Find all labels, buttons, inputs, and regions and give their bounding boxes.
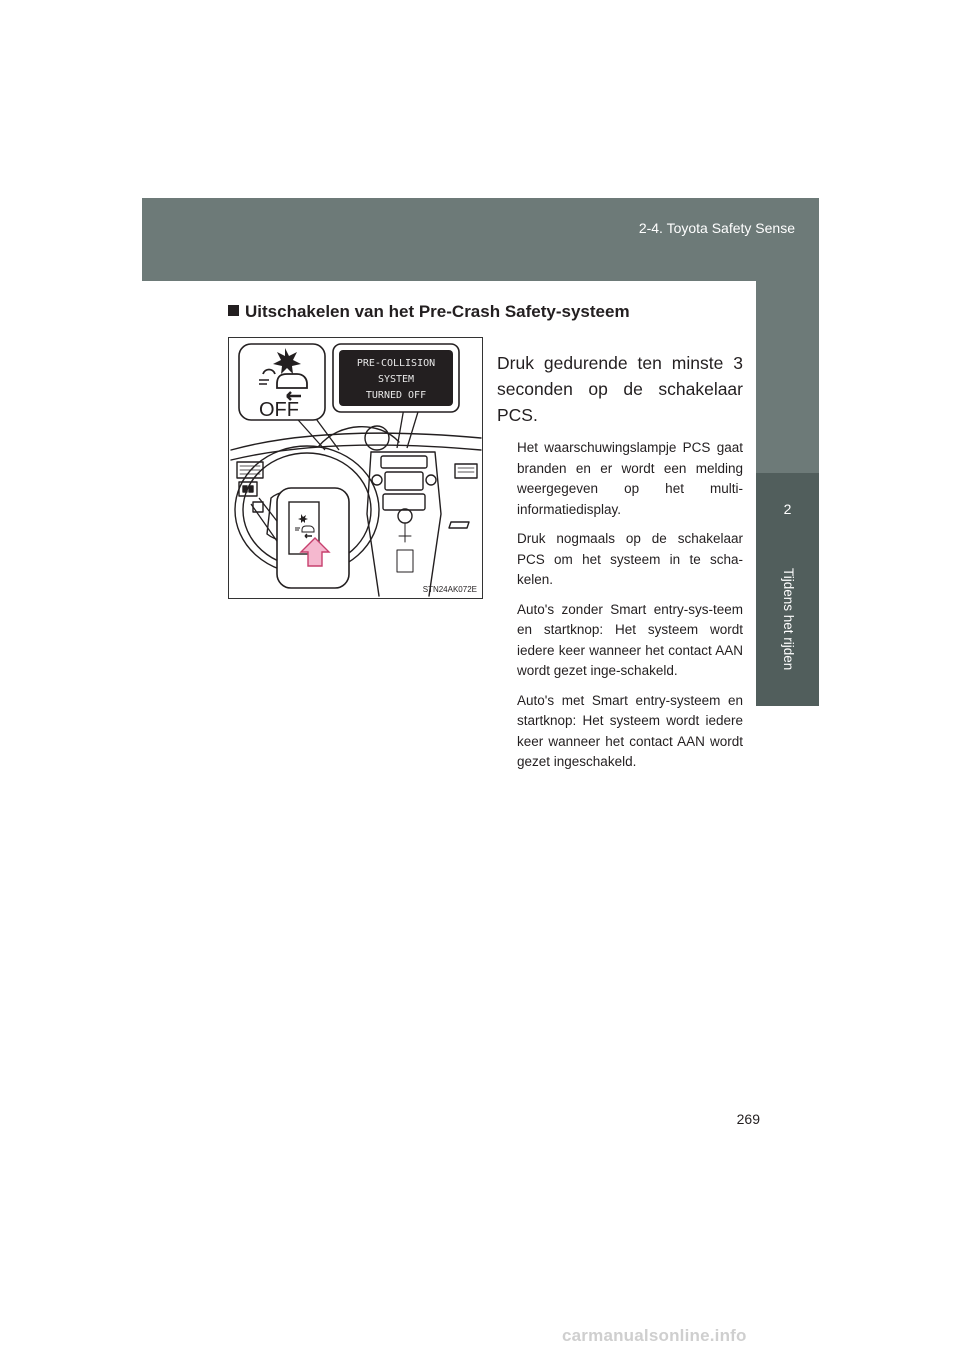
chapter-label: Tijdens het rijden: [781, 568, 796, 671]
figure-code: STN24AK072E: [422, 585, 477, 594]
square-bullet-icon: [228, 305, 239, 316]
page-number: 269: [736, 1111, 760, 1127]
note-paragraph: Het waarschuwingslampje PCS gaat branden en er wordt een melding weergegeven op het multi-informatiedisplay.: [517, 440, 743, 517]
display-line-2: SYSTEM: [377, 374, 415, 385]
header-band: [142, 198, 819, 281]
section-heading: [228, 302, 630, 322]
dashboard-illustration: [228, 337, 483, 599]
note-paragraph: Auto's met Smart entry-systeem en startknop: Het systeem wordt iedere keer wanneer het contact AAN wordt gezet ingeschakeld.: [517, 692, 743, 769]
watermark: carmanualsonline.info: [562, 1326, 747, 1345]
dashboard-drawing: [229, 338, 482, 598]
running-header: 2-4. Toyota Safety Sense: [638, 220, 795, 236]
note-paragraph: Auto's zonder Smart entry-sys-teem en startknop: Het systeem wordt iedere keer wanneer het contact AAN wordt gezet inge-schakeld.: [517, 601, 743, 678]
notes: [517, 438, 743, 782]
display-line-3: TURNED OFF: [365, 390, 427, 401]
note-paragraph: Druk nogmaals op de schakelaar PCS om het systeem in te scha-kelen.: [517, 531, 743, 587]
step-instruction: Druk gedurende ten minste 3 seconden op de schakelaar PCS.: [497, 353, 743, 425]
display-line-1: PRE-COLLISION: [356, 358, 436, 369]
chapter-number: 2: [783, 501, 792, 517]
chapter-tab: [756, 473, 819, 706]
side-tab-spacer: [756, 281, 819, 473]
section-heading-text: Uitschakelen van het Pre-Crash Safety-systeem: [245, 302, 630, 321]
off-label: OFF: [259, 399, 299, 421]
